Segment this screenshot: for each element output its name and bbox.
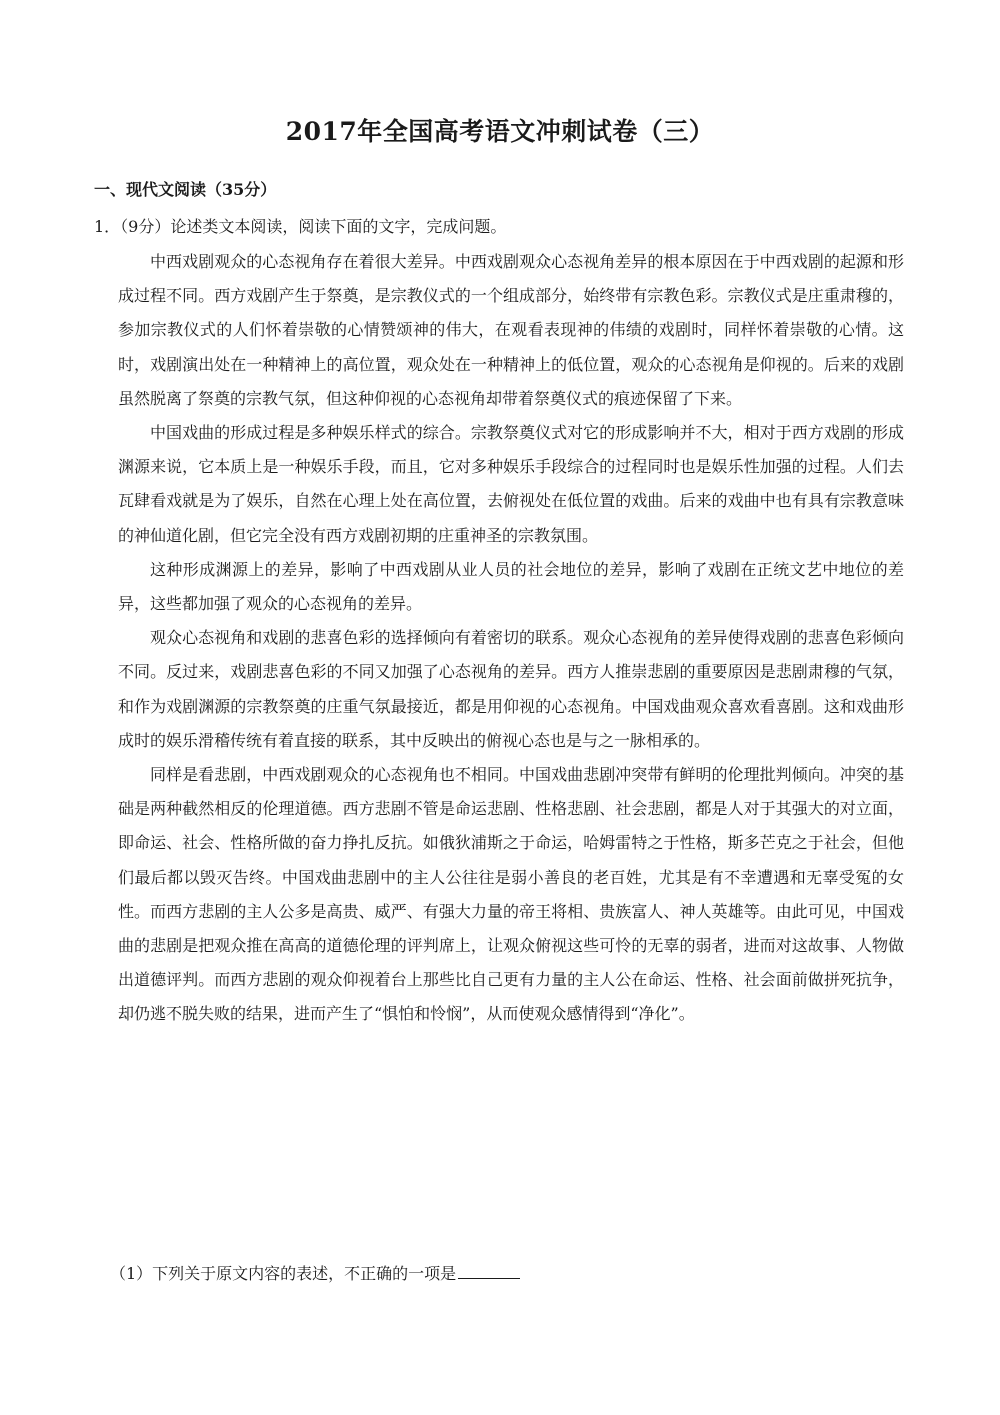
passage-paragraph: 中国戏曲的形成过程是多种娱乐样式的综合。宗教祭奠仪式对它的形成影响并不大，相对于西方戏剧的形成渊源来说，它本质上是一种娱乐手段，而且，它对多种娱乐手段综合的过程同时也是娱乐性加强的过程。人们去瓦肆看戏就是为了娱乐，自然在心理上处在高位置，去俯视处在低位置的戏曲。后来的戏曲中也有具有宗教意味的神仙道化剧，但它完全没有西方戏剧初期的庄重神圣的宗教氛围。 — [118, 423, 904, 545]
sub-question — [110, 1261, 520, 1284]
passage-paragraph: 观众心态视角和戏剧的悲喜色彩的选择倾向有着密切的联系。观众心态视角的差异使得戏剧的悲喜色彩倾向不同。反过来，戏剧悲喜色彩的不同又加强了心态视角的差异。西方人推崇悲剧的重要原因是悲剧肃穆的气氛，和作为戏剧渊源的宗教祭奠的庄重气氛最接近，都是用仰视的心态视角。中国戏曲观众喜欢看喜剧。这和戏曲形成时的娱乐滑稽传统有着直接的联系，其中反映出的俯视心态也是与之一脉相承的。 — [118, 628, 904, 750]
section-heading: 一、现代文阅读（35分） — [94, 180, 277, 199]
question-intro: 1．（9分）论述类文本阅读，阅读下面的文字，完成问题。 — [94, 217, 507, 236]
answer-blank[interactable] — [458, 1262, 520, 1279]
passage-paragraph: 同样是看悲剧，中西戏剧观众的心态视角也不相同。中国戏曲悲剧冲突带有鲜明的伦理批判倾向。冲突的基础是两种截然相反的伦理道德。西方悲剧不管是命运悲剧、性格悲剧、社会悲剧，都是人对于其强大的对立面，即命运、社会、性格所做的奋力挣扎反抗。如俄狄浦斯之于命运，哈姆雷特之于性格，斯多芒克之于社会，但他们最后都以毁灭告终。中国戏曲悲剧中的主人公往往是弱小善良的老百姓，尤其是有不幸遭遇和无辜受冤的女性。而西方悲剧的主人公多是高贵、威严、有强大力量的帝王将相、贵族富人、神人英雄等。由此可见，中国戏曲的悲剧是把观众推在高高的道德伦理的评判席上，让观众俯视这些可怜的无辜的弱者，进而对这故事、人物做出道德评判。而西方悲剧的观众仰视着台上那些比自己更有力量的主人公在命运、性格、社会面前做拼死抗争，却仍逃不脱失败的结果，进而产生了“惧怕和怜悯”，从而使观众感情得到“净化”。 — [118, 765, 904, 1024]
page-title: 2017年全国高考语文冲刺试卷（三） — [285, 117, 715, 146]
reading-passage — [118, 245, 904, 1032]
sub-question-text: （1）下列关于原文内容的表述，不正确的一项是 — [110, 1264, 457, 1283]
passage-paragraph: 这种形成渊源上的差异，影响了中西戏剧从业人员的社会地位的差异，影响了戏剧在正统文艺中地位的差异，这些都加强了观众的心态视角的差异。 — [118, 559, 904, 614]
passage-paragraph: 中西戏剧观众的心态视角存在着很大差异。中西戏剧观众心态视角差异的根本原因在于中西戏剧的起源和形成过程不同。西方戏剧产生于祭奠，是宗教仪式的一个组成部分，始终带有宗教色彩。宗教仪式是庄重肃穆的，参加宗教仪式的人们怀着崇敬的心情赞颂神的伟大，在观看表现神的伟绩的戏剧时，同样怀着崇敬的心情。这时，戏剧演出处在一种精神上的高位置，观众处在一种精神上的低位置，观众的心态视角是仰视的。后来的戏剧虽然脱离了祭奠的宗教气氛，但这种仰视的心态视角却带着祭奠仪式的痕迹保留了下来。 — [118, 252, 904, 408]
